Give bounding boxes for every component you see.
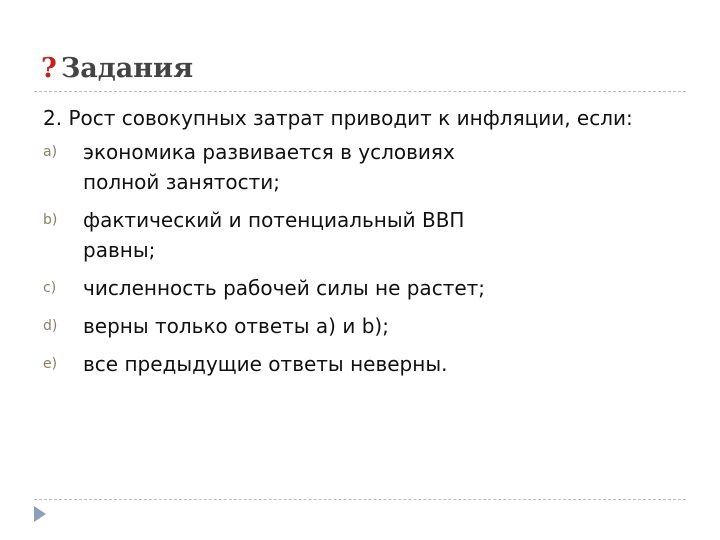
question-text: 2. Рост совокупных затрат приводит к инфляции, если:	[43, 106, 633, 130]
option-text: верны только ответы а) и b);	[83, 314, 389, 338]
answer-option-d	[43, 311, 673, 341]
triangle-right-icon[interactable]	[34, 506, 46, 522]
answer-option-e	[43, 349, 673, 379]
option-text: фактический и потенциальный ВВП равны;	[83, 208, 465, 262]
option-letter: c)	[43, 280, 57, 296]
option-letter: a)	[43, 144, 58, 160]
answer-option-b	[43, 205, 673, 265]
question-mark-icon: ?	[41, 53, 57, 84]
option-text: экономика развивается в условиях полной занятости;	[83, 140, 455, 194]
option-text: численность рабочей силы не растет;	[83, 276, 486, 300]
answer-option-c	[43, 273, 673, 303]
option-letter: e)	[43, 356, 58, 372]
slide-title	[41, 52, 193, 86]
option-letter: b)	[43, 212, 58, 228]
answer-options-list	[43, 137, 673, 379]
option-letter: d)	[43, 318, 58, 334]
slide-title-text: Задания	[60, 53, 194, 84]
answer-option-a	[43, 137, 673, 197]
bottom-divider	[34, 499, 686, 500]
top-divider	[34, 91, 686, 92]
option-text: все предыдущие ответы неверны.	[83, 352, 448, 376]
slide-content	[43, 103, 673, 387]
